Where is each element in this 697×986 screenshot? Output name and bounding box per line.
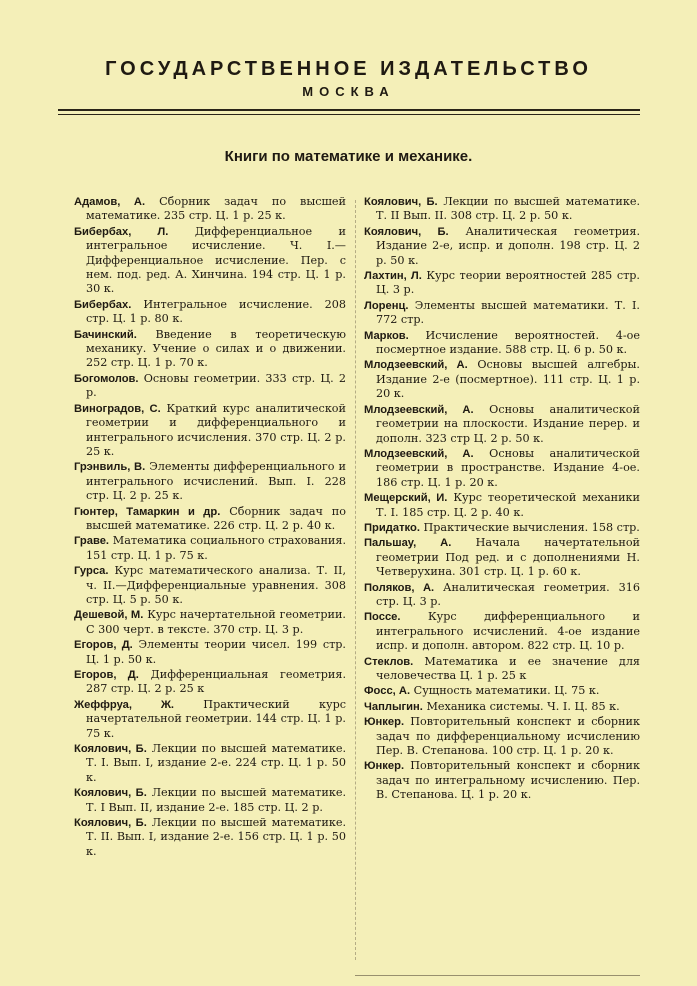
book-entry: [364, 447, 640, 490]
book-author: Чаплыгин.: [364, 700, 423, 713]
book-entry: [364, 358, 640, 401]
book-entry: [364, 195, 640, 224]
book-author: Юнкер.: [364, 716, 405, 729]
book-author: Поссе.: [364, 611, 401, 624]
book-entry: [74, 742, 346, 785]
book-author: Адамов, А.: [74, 196, 146, 208]
header-rule-thick: [58, 109, 640, 111]
book-entry: [74, 698, 346, 741]
book-author: Коялович, Б.: [364, 196, 438, 208]
book-description: Дифференциальная геометрия. 287 стр. Ц. 2 р. 25 к: [86, 668, 347, 696]
book-entry: [364, 403, 640, 446]
book-entry: [74, 402, 346, 460]
book-description: Курс дифференциального и интегрального исчислений. 4-ое издание испр. и дополн. автором. 822 стр. Ц. 10 р.: [376, 610, 640, 653]
book-entry: [74, 608, 346, 637]
book-entry: [364, 299, 640, 328]
book-description: Курс теоретической механики Т. I. 185 стр. Ц. 2 р. 40 к.: [376, 491, 640, 519]
book-author: Фосс, А.: [364, 685, 411, 698]
book-author: Граве.: [74, 535, 110, 548]
book-entry: [364, 225, 640, 268]
book-description: Математика социального страхования. 151 стр. Ц. 1 р. 75 к.: [86, 534, 346, 562]
book-description: Повторительный конспект и сборник задач по дифференциальному исчислению Пер. В. Степанова. 100 стр. Ц. 1 р. 20 к.: [376, 715, 640, 758]
book-entry: [74, 668, 346, 697]
book-author: Бибербах.: [74, 298, 132, 311]
book-author: Юнкер.: [364, 760, 405, 773]
book-entry: [74, 534, 346, 563]
bottom-rule: [355, 975, 640, 976]
book-description: Лекции по высшей математике. Т. II. Вып. I, издание 2-е. 156 стр. Ц. 1 р. 50 к.: [86, 816, 346, 858]
book-author: Стеклов.: [364, 655, 414, 668]
book-description: Практические вычисления. 158 стр.: [419, 520, 640, 534]
book-author: Млодзеевский, А.: [364, 403, 474, 416]
book-entry: [364, 536, 640, 579]
book-description: Механика системы. Ч. I. Ц. 85 к.: [422, 699, 620, 713]
book-author: Коялович, Б.: [74, 817, 147, 830]
book-entry: [74, 225, 346, 297]
book-author: Коялович, Б.: [364, 225, 449, 238]
right-column: [364, 195, 640, 804]
publisher-city: МОСКВА: [302, 84, 395, 99]
book-author: Гурса.: [74, 565, 109, 578]
book-entry: [74, 505, 346, 534]
book-author: Лахтин, Л.: [364, 270, 422, 283]
book-entry: [364, 521, 640, 535]
book-author: Млодзеевский, А.: [364, 447, 474, 460]
book-description: Курс теории вероятностей 285 стр. Ц. 3 р.: [376, 269, 640, 297]
book-author: Дешевой, М.: [74, 609, 144, 622]
book-description: Элементы высшей математики. Т. I. 772 стр.: [376, 298, 640, 327]
book-description: Практический курс начертательной геометрии. 144 стр. Ц. 1 р. 75 к.: [86, 697, 346, 740]
book-author: Поляков, А.: [364, 581, 435, 594]
book-description: Введение в теоретическую механику. Учение о силах и о движении. 252 стр. Ц. 1 р. 70 к.: [86, 327, 346, 370]
book-description: Исчисление вероятностей. 4-ое посмертное издание. 588 стр. Ц. 6 р. 50 к.: [376, 328, 640, 357]
book-entry: [364, 759, 640, 802]
book-entry: [74, 564, 346, 607]
book-description: Лекции по высшей математике. Т. II Вып. II. 308 стр. Ц. 2 р. 50 к.: [376, 195, 640, 223]
book-entry: [364, 329, 640, 358]
book-description: Начала начертательной геометрии Под ред. и с дополнениями Н. Четверухина. 301 стр. Ц. 1 р. 60 к.: [376, 536, 641, 579]
book-entry: [364, 715, 640, 758]
book-description: Элементы теории чисел. 199 стр. Ц. 1 р. 50 к.: [86, 638, 346, 666]
book-entry: [74, 816, 346, 859]
book-description: Основы высшей алгебры. Издание 2-е (посмертное). 111 стр. Ц. 1 р. 20 к.: [376, 358, 640, 401]
book-description: Сущность математики. Ц. 75 к.: [410, 684, 600, 698]
book-author: Бачинский.: [74, 328, 137, 341]
catalog-heading: Книги по математике и механике.: [224, 148, 473, 165]
book-entry: [364, 269, 640, 298]
book-author: Марков.: [364, 329, 409, 342]
book-author: Грэнвиль, В.: [74, 461, 146, 474]
book-entry: [364, 581, 640, 610]
publisher-name: ГОСУДАРСТВЕННОЕ ИЗДАТЕЛЬСТВО: [105, 58, 592, 80]
book-description: Курс математического анализа. Т. II, ч. II.—Дифференциальные уравнения. 308 стр. Ц. 5 р. 50 к.: [86, 564, 346, 606]
book-author: Гюнтер, Тамаркин и др.: [74, 505, 221, 518]
book-entry: [364, 491, 640, 520]
book-author: Млодзеевский, А.: [364, 359, 468, 372]
book-author: Коялович, Б.: [74, 787, 147, 800]
book-author: Виноградов, С.: [74, 402, 161, 415]
book-author: Бибербах, Л.: [74, 225, 169, 238]
book-entry: [74, 638, 346, 667]
book-description: Аналитическая геометрия. 316 стр. Ц. 3 р.: [376, 580, 640, 608]
book-entry: [364, 684, 640, 698]
book-description: Элементы дифференциального и интегрального исчислений. Вып. I. 228 стр. Ц. 2 р. 25 к.: [86, 460, 346, 503]
book-entry: [364, 700, 640, 714]
column-divider: [355, 200, 356, 960]
book-entry: [74, 372, 346, 401]
book-description: Лекции по высшей математике. Т. I Вып. II, издание 2-е. 185 стр. Ц. 2 р.: [86, 786, 346, 814]
header-rule-thin: [58, 114, 640, 115]
left-column: [74, 195, 346, 860]
book-description: Основы аналитической геометрии на плоскости. Издание перер. и дополн. 323 стр Ц. 2 р. 50 к.: [376, 402, 640, 445]
book-description: Повторительный конспект и сборник задач по интегральному исчислению. Пер. В. Степанова. Ц. 1 р. 20 к.: [376, 759, 640, 802]
book-entry: [74, 298, 346, 327]
book-description: Краткий курс аналитической геометрии и дифференциального и интегрального исчисления. 370 стр. Ц. 2 р. 25 к.: [86, 401, 347, 458]
book-description: Основы аналитической геометрии в пространстве. Издание 4-ое. 186 стр. Ц. 1 р. 20 к.: [376, 446, 640, 489]
book-description: Лекции по высшей математике. Т. I. Вып. I, издание 2-е. 224 стр. Ц. 1 р. 50 к.: [86, 742, 346, 784]
book-author: Егоров, Д.: [74, 669, 139, 681]
book-author: Пальшау, А.: [364, 537, 452, 550]
book-author: Коялович, Б.: [74, 743, 147, 756]
book-description: Курс начертательной геометрии. С 300 черт. в тексте. 370 стр. Ц. 3 р.: [86, 608, 346, 636]
book-author: Лоренц.: [364, 299, 409, 312]
book-author: Жеффруа, Ж.: [74, 698, 175, 711]
book-entry: [74, 195, 346, 224]
book-description: Математика и ее значение для человечества Ц. 1 р. 25 к: [376, 654, 640, 682]
book-description: Аналитическая геометрия. Издание 2-е, испр. и дополн. 198 стр. Ц. 2 р. 50 к.: [376, 224, 640, 267]
book-author: Мещерский, И.: [364, 492, 448, 505]
book-description: Сборник задач по высшей математике. 226 стр. Ц. 2 р. 40 к.: [86, 504, 346, 532]
book-author: Придатко.: [364, 521, 420, 534]
book-description: Интегральное исчисление. 208 стр. Ц. 1 р. 80 к.: [86, 297, 346, 326]
book-entry: [364, 655, 640, 684]
book-entry: [364, 610, 640, 653]
book-entry: [74, 460, 346, 503]
book-description: Дифференциальное и интегральное исчисление. Ч. I.—Дифференциальное исчисление. Пер. с нем. под. ред. А. Хинчина. 194 стр. Ц. 1 р. 30 к.: [86, 224, 347, 296]
book-description: Сборник задач по высшей математике. 235 стр. Ц. 1 р. 25 к.: [86, 195, 346, 223]
book-author: Богомолов.: [74, 372, 139, 385]
book-entry: [74, 786, 346, 815]
book-entry: [74, 328, 346, 371]
book-description: Основы геометрии. 333 стр. Ц. 2 р.: [86, 371, 346, 400]
book-author: Егоров, Д.: [74, 639, 133, 652]
